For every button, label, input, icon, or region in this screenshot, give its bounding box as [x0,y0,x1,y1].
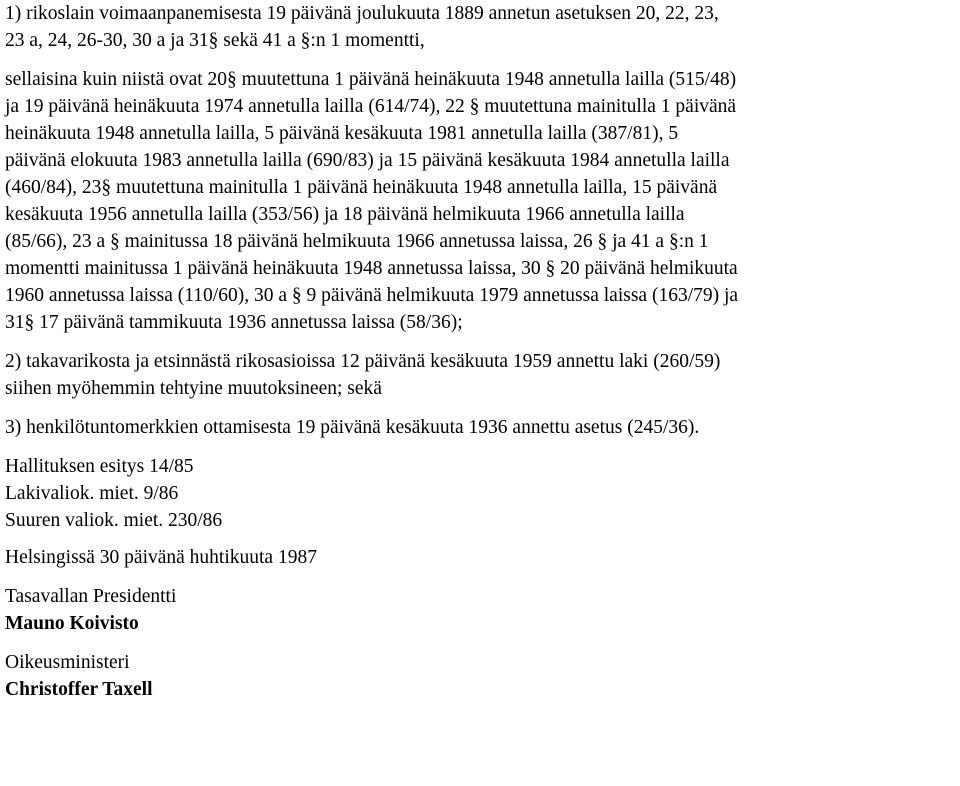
document-page [5,0,950,713]
paragraph-line: 1) rikoslain voimaanpanemisesta 19 päivänä joulukuuta 1889 annetun asetuksen 20, 22, 23, [5,3,719,24]
paragraph-line: 1960 annetussa laissa (110/60), 30 a § 9 päivänä helmikuuta 1979 annetussa laissa (163/79) ja [5,285,739,306]
paragraph-line: 3) henkilötuntomerkkien ottamisesta 19 päivänä kesäkuuta 1936 annettu asetus (245/36). [5,417,700,438]
paragraph-line: ja 19 päivänä heinäkuuta 1974 annetulla lailla (614/74), 22 § muutettuna mainitulla 1 päivänä [5,96,737,117]
paragraph-line: heinäkuuta 1948 annetulla lailla, 5 päivänä kesäkuuta 1981 annetulla lailla (387/81), 5 [5,123,679,144]
paragraph-line: kesäkuuta 1956 annetulla lailla (353/56) ja 18 päivänä helmikuuta 1966 annetulla lailla [5,204,685,225]
president-title: Tasavallan Presidentti [5,586,177,607]
item-2-paragraph [5,348,950,402]
paragraph-line: 31§ 17 päivänä tammikuuta 1936 annetussa laissa (58/36); [5,312,463,333]
minister-title: Oikeusministeri [5,652,130,673]
item-3-paragraph [5,414,950,441]
amendments-paragraph [5,66,950,336]
paragraph-line: 23 a, 24, 26-30, 30 a ja 31§ sekä 41 a §:n 1 momentti, [5,30,425,51]
reference-government-bill: Hallituksen esitys 14/85 [5,456,194,477]
president-signature-block [5,583,950,637]
place-and-date: Helsingissä 30 päivänä huhtikuuta 1987 [5,547,317,568]
reference-grand-committee: Suuren valiok. miet. 230/86 [5,510,223,531]
minister-signature-block [5,649,950,703]
paragraph-line: 2) takavarikosta ja etsinnästä rikosasioissa 12 päivänä kesäkuuta 1959 annettu laki (260/59) [5,351,721,372]
legislative-references [5,453,950,534]
paragraph-line: (460/84), 23§ muutettuna mainitulla 1 päivänä heinäkuuta 1948 annetulla lailla, 15 päivänä [5,177,718,198]
paragraph-line: siihen myöhemmin tehtyine muutoksineen; sekä [5,378,382,399]
minister-name: Christoffer Taxell [5,679,153,700]
paragraph-line: päivänä elokuuta 1983 annetulla lailla (690/83) ja 15 päivänä kesäkuuta 1984 annetulla lailla [5,150,730,171]
president-name: Mauno Koivisto [5,613,139,634]
item-1-paragraph [5,0,950,54]
paragraph-line: momentti mainitussa 1 päivänä heinäkuuta 1948 annetussa laissa, 30 § 20 päivänä helmikuuta [5,258,738,279]
paragraph-line: sellaisina kuin niistä ovat 20§ muutettuna 1 päivänä heinäkuuta 1948 annetulla lailla (515/48) [5,69,737,90]
paragraph-line: (85/66), 23 a § mainitussa 18 päivänä helmikuuta 1966 annetussa laissa, 26 § ja 41 a §:n 1 [5,231,709,252]
reference-law-committee: Lakivaliok. miet. 9/86 [5,483,179,504]
